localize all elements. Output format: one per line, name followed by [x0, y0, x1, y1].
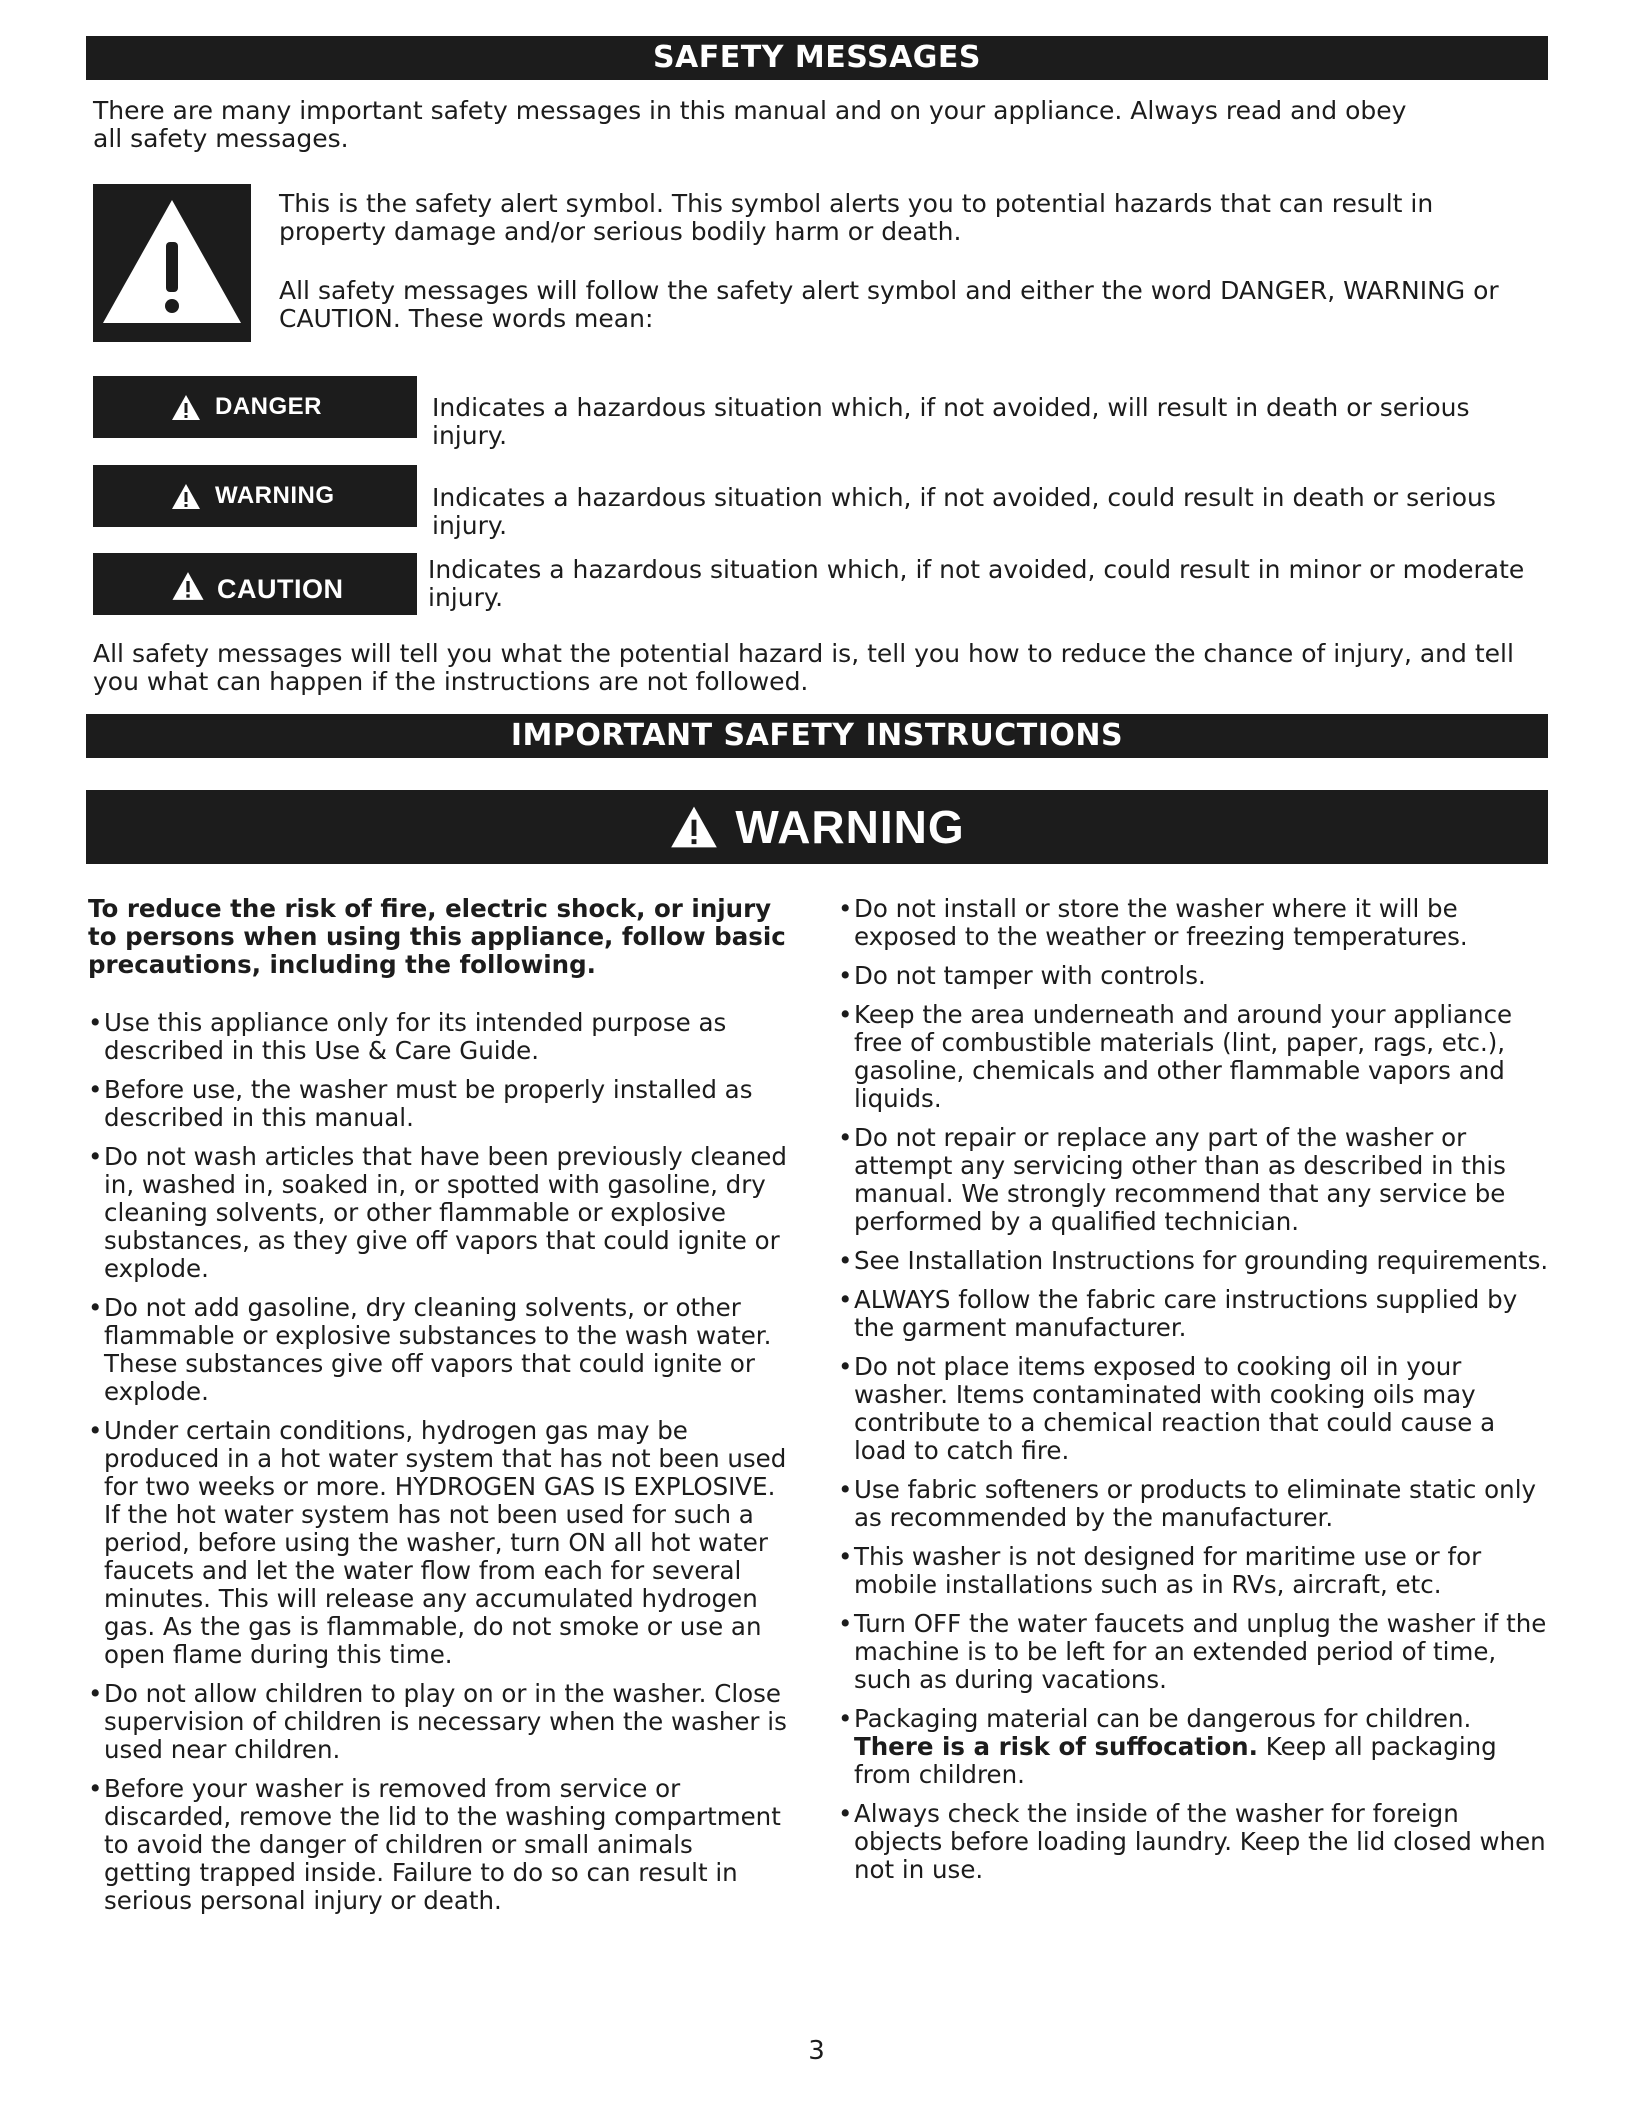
danger-description: Indicates a hazardous situation which, if not avoided, will result in death or serious injury. — [432, 393, 1470, 450]
section-header-important — [86, 714, 1548, 758]
packaging-text: Packaging material can be dangerous for children. — [854, 1704, 1472, 1733]
list-item: • ALWAYS follow the fabric care instructions supplied by the garment manufacturer. — [838, 1286, 1550, 1342]
caution-label: CAUTION — [217, 573, 344, 604]
list-item: • Keep the area underneath and around your appliance free of combustible materials (lint, paper, rags, etc.), gasoline, chemicals and other flammable vapors and liquids. — [838, 1001, 1550, 1113]
warning-banner-label: WARNING — [735, 801, 965, 853]
caution-label-box — [93, 553, 417, 615]
warning-triangle-icon — [171, 483, 201, 510]
list-item: • See Installation Instructions for grounding requirements. — [838, 1247, 1550, 1275]
warning-triangle-icon — [669, 805, 719, 849]
warning-banner — [86, 790, 1548, 864]
list-item: • Use this appliance only for its intended purpose as described in this Use & Care Guide. — [88, 1009, 788, 1065]
safety-intro: There are many important safety messages in this manual and on your appliance. Always read and obey all safety messages. — [93, 96, 1407, 153]
warning-triangle-icon — [93, 184, 251, 342]
list-item: • Do not wash articles that have been previously cleaned in, washed in, soaked in, or spotted with gasoline, dry cleaning solvents, or other flammable or explosive substances, as they give off vapors that could ignite or explode. — [88, 1143, 788, 1283]
list-item: • Do not place items exposed to cooking oil in your washer. Items contaminated with cooking oils may contribute to a chemical reaction that could cause a load to catch fire. — [838, 1353, 1550, 1465]
warning-triangle-icon — [171, 394, 201, 421]
list-item: • Use fabric softeners or products to eliminate static only as recommended by the manufacturer. — [838, 1476, 1550, 1532]
page-number: 3 — [808, 2036, 825, 2066]
right-bullet-list — [838, 895, 1550, 1884]
list-item: • Before use, the washer must be properly installed as described in this manual. — [88, 1076, 788, 1132]
list-item: • Before your washer is removed from service or discarded, remove the lid to the washing compartment to avoid the danger of children or small animals getting trapped inside. Failure to do so can result in serious personal injury or death. — [88, 1775, 788, 1915]
list-item: • Do not repair or replace any part of the washer or attempt any servicing other than as described in this manual. We strongly recommend that any service be performed by a qualified technician. — [838, 1124, 1550, 1236]
section-header-safety-messages — [86, 36, 1548, 80]
packaging-text-end: Keep all packaging from children. — [854, 1732, 1497, 1789]
instructions-right-column — [838, 895, 1550, 1895]
warning-description: Indicates a hazardous situation which, if not avoided, could result in death or serious injury. — [432, 483, 1496, 540]
danger-label: DANGER — [215, 393, 323, 420]
safety-alert-symbol — [93, 184, 251, 342]
list-item: • Do not allow children to play on or in the washer. Close supervision of children is necessary when the washer is used near children. — [88, 1680, 788, 1764]
instructions-intro: To reduce the risk of fire, electric shock, or injury to persons when using this appliance, follow basic precautions, including the following. — [88, 894, 786, 979]
list-item: • Turn OFF the water faucets and unplug the washer if the machine is to be left for an extended period of time, such as during vacations. — [838, 1610, 1550, 1694]
warning-triangle-icon — [171, 571, 205, 601]
list-item: • Do not add gasoline, dry cleaning solvents, or other flammable or explosive substances to the wash water. These substances give off vapors that could ignite or explode. — [88, 1294, 788, 1406]
list-item: • This washer is not designed for maritime use or for mobile installations such as in RVs, aircraft, etc. — [838, 1543, 1550, 1599]
caution-description: Indicates a hazardous situation which, if not avoided, could result in minor or moderate injury. — [428, 555, 1525, 612]
signal-words-description: All safety messages will follow the safety alert symbol and either the word DANGER, WARNING or CAUTION. These words mean: — [279, 276, 1499, 333]
section-title: IMPORTANT SAFETY INSTRUCTIONS — [510, 718, 1124, 753]
list-item-packaging — [838, 1705, 1550, 1789]
left-bullet-list — [88, 1009, 788, 1915]
instructions-left-column — [88, 895, 788, 1926]
danger-label-box — [93, 376, 417, 438]
symbol-description: This is the safety alert symbol. This symbol alerts you to potential hazards that can result in property damage and/or serious bodily harm or death. — [279, 189, 1434, 246]
list-item: • Under certain conditions, hydrogen gas may be produced in a hot water system that has not been used for two weeks or more. HYDROGEN GAS IS EXPLOSIVE. If the hot water system has not been used for such a period, before using the washer, turn ON all hot water faucets and let the water flow from each for several minutes. This will release any accumulated hydrogen gas. As the gas is flammable, do not smoke or use an open flame during this time. — [88, 1417, 788, 1669]
warning-label-box — [93, 465, 417, 527]
list-item: • Always check the inside of the washer for foreign objects before loading laundry. Keep the lid closed when not in use. — [838, 1800, 1550, 1884]
suffocation-warning: There is a risk of suffocation. — [854, 1732, 1258, 1761]
list-item: • Do not install or store the washer where it will be exposed to the weather or freezing temperatures. — [838, 895, 1550, 951]
list-item: • Do not tamper with controls. — [838, 962, 1550, 990]
section-title: SAFETY MESSAGES — [652, 40, 982, 75]
safety-closing: All safety messages will tell you what the potential hazard is, tell you how to reduce the chance of injury, and tell you what can happen if the instructions are not followed. — [93, 639, 1514, 696]
warning-label: WARNING — [215, 482, 335, 509]
